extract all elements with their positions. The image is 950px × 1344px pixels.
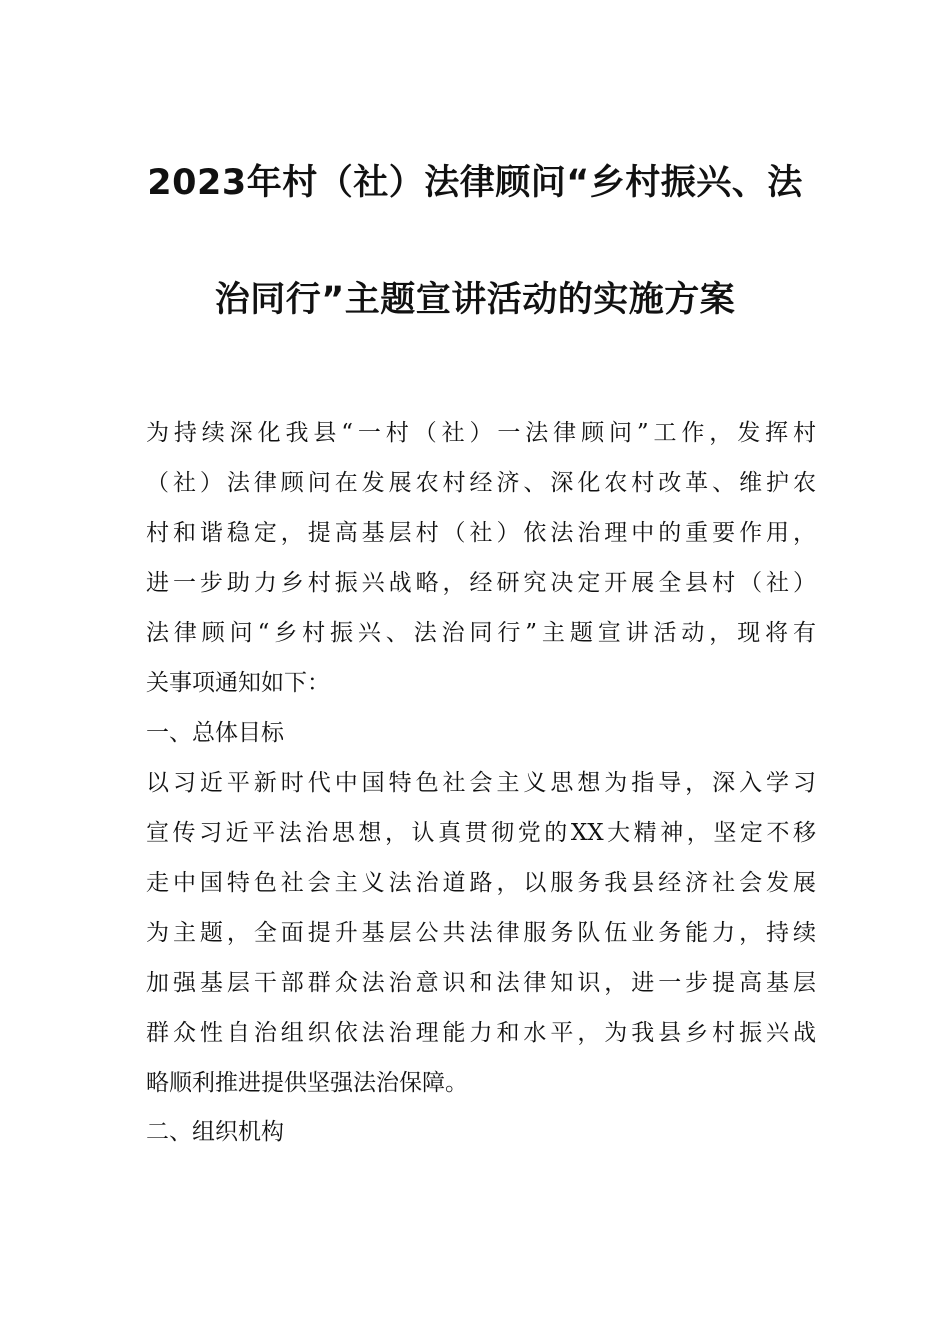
document-title-line-1: 2023年村（社）法律顾问“乡村振兴、法	[147, 163, 803, 203]
section-1-paragraph	[146, 758, 816, 1108]
section-1-line: 群众性自治组织依法治理能力和水平，为我县乡村振兴战	[146, 1020, 816, 1046]
intro-line: 进一步助力乡村振兴战略，经研究决定开展全县村（社）	[146, 570, 816, 596]
intro-line: （社）法律顾问在发展农村经济、深化农村改革、维护农	[146, 470, 816, 496]
section-1-line: 走中国特色社会主义法治道路，以服务我县经济社会发展	[146, 870, 816, 896]
section-2-heading: 二、组织机构	[146, 1119, 284, 1145]
section-1-line: 略顺利推进提供坚强法治保障。	[146, 1070, 468, 1096]
intro-line: 村和谐稳定，提高基层村（社）依法治理中的重要作用，	[146, 520, 816, 546]
intro-line: 法律顾问“乡村振兴、法治同行”主题宣讲活动，现将有	[146, 620, 816, 646]
intro-line: 为持续深化我县“一村（社）一法律顾问”工作，发挥村	[146, 420, 816, 446]
document-title-line-2: 治同行”主题宣讲活动的实施方案	[214, 280, 736, 320]
section-1-line: 为主题，全面提升基层公共法律服务队伍业务能力，持续	[146, 920, 816, 946]
section-1-heading: 一、总体目标	[146, 720, 284, 746]
section-1-line: 以习近平新时代中国特色社会主义思想为指导，深入学习	[146, 770, 816, 796]
intro-line: 关事项通知如下：	[146, 670, 330, 696]
section-1-line: 加强基层干部群众法治意识和法律知识，进一步提高基层	[146, 970, 816, 996]
section-1-line: 宣传习近平法治思想，认真贯彻党的XX大精神，坚定不移	[146, 820, 816, 846]
intro-paragraph	[146, 408, 816, 708]
